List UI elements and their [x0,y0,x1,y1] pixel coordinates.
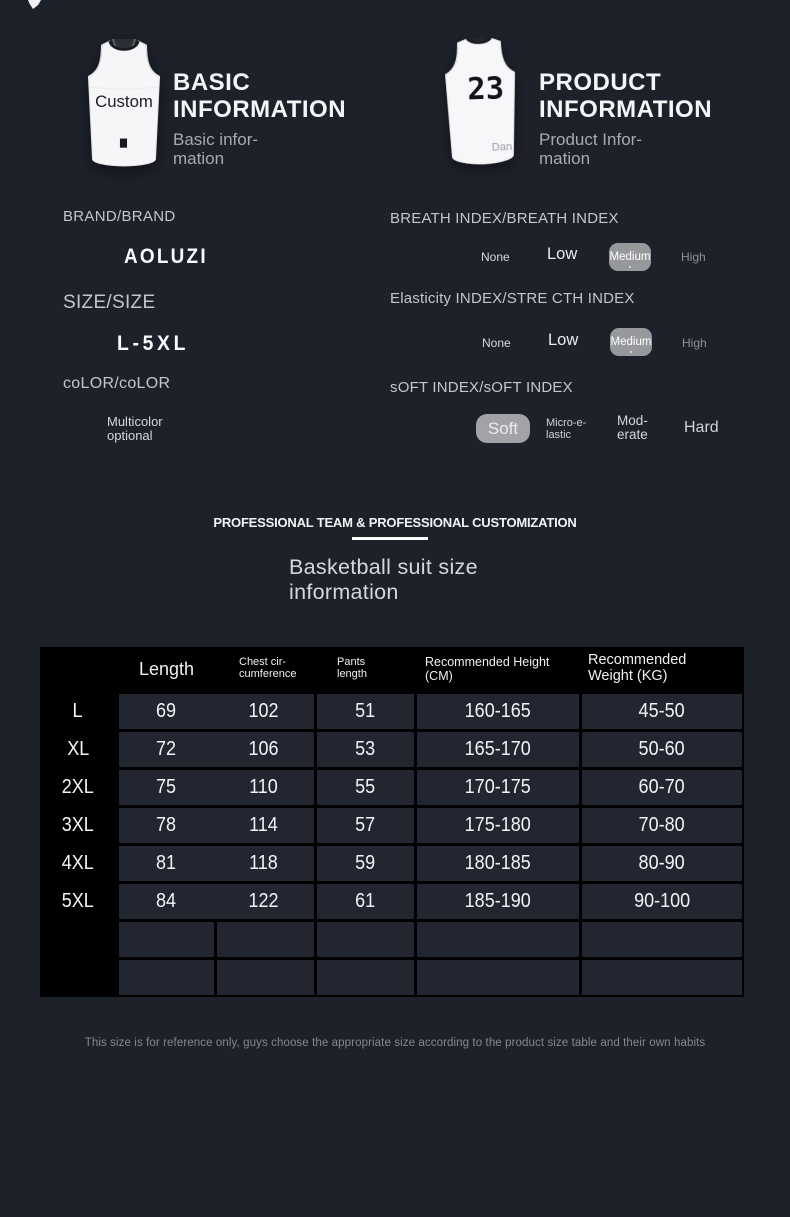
chest-cell: 118 [249,852,278,874]
custom-jersey-image [84,38,164,168]
elasticity-option-low: Low [548,331,579,349]
size-chart-title: Basketball suit size information [289,555,478,605]
weight-text: 70-80 [638,814,686,836]
product-info-subtitle: Product Infor-mation [539,130,642,168]
chest-cell: 114 [249,814,278,836]
table-row-cells [119,808,314,843]
header-height [417,647,579,691]
weight-text: 45-50 [638,700,686,722]
height-text: 185-190 [464,890,532,912]
height-text: 160-165 [464,700,532,722]
header-height-text: Recommended Height (CM) [425,655,550,683]
pants-cell [317,808,414,843]
empty-cell [582,960,742,995]
soft-index-label: sOFT INDEX/sOFT INDEX [390,379,573,396]
size-text: 5XL [61,890,95,912]
size-text: L [72,700,84,722]
table-row-cells [119,770,314,805]
row-size-label [40,732,116,767]
footer-note: This size is for reference only, guys choose the appropriate size according to the product size table and their own habits [84,1037,706,1049]
header-corner-cell [40,647,116,691]
header-pants-text: Pants length [337,656,367,680]
elasticity-index-label: Elasticity INDEX/STRE CTH INDEX [390,290,635,307]
header-weight [582,647,742,691]
soft-option-soft-selected: Soft [476,414,530,443]
height-cell [417,770,579,805]
weight-cell [582,808,742,843]
empty-cell [119,922,214,957]
weight-text: 50-60 [638,738,686,760]
jersey-custom-text: Custom [95,92,153,112]
size-table [40,647,744,997]
size-value: L-5XL [117,332,190,355]
jersey-collar [472,37,486,43]
pants-text: 59 [355,852,376,874]
header-chest [217,647,314,691]
height-text: 175-180 [464,814,532,836]
table-row-cells [119,694,314,729]
elasticity-option-medium-selected: Medium [610,328,652,356]
breath-option-low: Low [547,245,578,263]
brand-value: AOLUZI [124,245,208,268]
row-size-label [40,808,116,843]
pants-cell [317,884,414,919]
weight-cell [582,770,742,805]
pants-cell [317,770,414,805]
height-text: 165-170 [464,738,532,760]
weight-cell [582,884,742,919]
corner-artifact [28,0,41,9]
color-value: Multicolor optional [107,414,163,444]
empty-cell [317,960,414,995]
weight-cell [582,694,742,729]
numbered-jersey-image [439,35,523,168]
empty-row-label [40,960,116,995]
chest-cell: 122 [248,890,279,912]
breath-option-high: High [681,250,706,264]
empty-cell [217,960,314,995]
breath-option-none: None [481,250,510,264]
weight-text: 80-90 [638,852,686,874]
row-size-label [40,846,116,881]
empty-cell [217,922,314,957]
size-text: 3XL [61,814,95,836]
table-row-cells [119,884,314,919]
height-cell [417,694,579,729]
length-cell: 84 [156,890,177,912]
weight-text: 60-70 [638,776,686,798]
empty-cell [417,922,579,957]
chest-cell: 102 [248,700,279,722]
pants-text: 51 [355,700,376,722]
size-label: SIZE/SIZE [63,292,156,313]
jersey-number-text: 23 [466,71,505,108]
pants-cell [317,732,414,767]
pants-cell [317,846,414,881]
soft-option-hard: Hard [684,419,719,436]
length-cell: 72 [156,738,177,760]
size-text: 2XL [61,776,95,798]
brand-label: BRAND/BRAND [63,208,176,225]
elasticity-option-high: High [682,336,707,350]
soft-option-microelastic: Micro-e-lastic [546,417,587,442]
header-chest-text: Chest cir-cumference [239,656,297,680]
empty-cell [582,922,742,957]
height-cell [417,884,579,919]
length-cell: 69 [156,700,177,722]
pants-text: 53 [355,738,376,760]
empty-row-label [40,922,116,957]
jersey-logo [120,139,127,148]
empty-cell [317,922,414,957]
size-text: XL [66,738,90,760]
height-text: 180-185 [464,852,532,874]
row-size-label [40,694,116,729]
banner-title: PROFESSIONAL TEAM & PROFESSIONAL CUSTOMIZATION [213,515,577,530]
elasticity-option-none: None [482,336,511,350]
table-row-cells [119,846,314,881]
product-info-title: PRODUCT INFORMATION [539,69,713,124]
weight-cell [582,732,742,767]
row-size-label [40,770,116,805]
chest-cell: 106 [248,738,279,760]
empty-cell [119,960,214,995]
pants-cell [317,694,414,729]
height-cell [417,846,579,881]
header-pants [317,647,414,691]
pants-text: 61 [355,890,376,912]
jersey-name-text: Dan [491,140,513,154]
height-text: 170-175 [464,776,532,798]
basic-info-title: BASIC INFORMATION [173,69,347,124]
breath-option-medium-selected: Medium [609,243,651,271]
size-text: 4XL [61,852,95,874]
row-size-label [40,884,116,919]
length-cell: 81 [156,852,177,874]
weight-text: 90-100 [633,890,691,912]
header-length: Length [138,658,195,679]
color-label: coLOR/coLOR [63,375,171,392]
header-weight-text: Recommended Weight (KG) [588,652,687,684]
chest-cell: 110 [249,776,278,798]
breath-index-label: BREATH INDEX/BREATH INDEX [390,210,619,227]
pants-text: 57 [355,814,376,836]
table-row-cells [119,732,314,767]
height-cell [417,732,579,767]
banner-underline [352,537,428,540]
weight-cell [582,846,742,881]
length-cell: 75 [156,776,177,798]
empty-cell [417,960,579,995]
pants-text: 55 [355,776,376,798]
height-cell [417,808,579,843]
length-cell: 78 [156,814,177,836]
basic-info-subtitle: Basic infor-mation [173,130,259,168]
soft-option-moderate: Mod-erate [617,413,648,443]
